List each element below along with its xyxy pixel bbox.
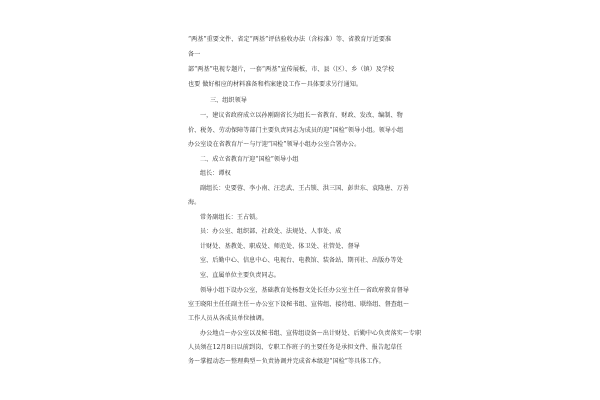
body-line: 办公室设在省教育厅～与厅迎“国检”领导小组办公室合署办公。 <box>188 141 361 148</box>
body-line: 备一 <box>188 51 201 58</box>
body-line: 也要 做好相应的材料准备和档案建设工作～具体要求另行通知。 <box>188 81 363 88</box>
section-heading: 二、成立省教育厅迎“国检”领导小组 <box>200 156 299 163</box>
body-line: 工作人员从各成员单位抽调。 <box>188 315 268 322</box>
body-line: 一，建议省政府成立以孙刚副省长为组长～省教育、财政、发改、编制、物 <box>200 112 403 119</box>
body-line: 常务副组长：王占锁。 <box>200 214 262 221</box>
body-line: 副组长：史要蓉、李小南、汪忠武、王占锁、洪三国、彭世东、袁隆唐、万善 <box>200 185 409 192</box>
body-line: 室、直属单位主要负责同志。 <box>200 272 280 279</box>
body-line: 部“两基”电视专题片，一套“两基”宣传展板，市、县（区）、乡（镇）及学校 <box>188 66 395 73</box>
body-line: 计财处、基教处、职成处、师范处、体卫处、社管处、督导 <box>200 243 360 250</box>
body-line: 室王晓阳主任任副主任～办公室下设秘书组、宣传组、接待组、联络组、督查组～ <box>188 301 410 308</box>
body-line: 员：办公室、组织部、社政处、法规处、人事处、成 <box>200 228 342 235</box>
body-line: 组长：谭权 <box>200 170 231 177</box>
body-line: 室、后勤中心、信息中心、电视台、电教馆、装备站、期刊社、出版办等处 <box>200 257 403 264</box>
body-line: 海。 <box>188 199 201 206</box>
body-line: 领导小组下设办公室，基础教育处杨磐文处长任办公室主任～省政府教育督导 <box>200 287 409 294</box>
body-line: 价、税务、劳动保障等部门主要负责同志为成员的迎“国检”领导小组。领导小组 <box>188 127 404 134</box>
body-line: 办公地点～办公室以及秘书组、宣传组设备～出计财处、后勤中心负责落实～专职 <box>200 330 422 337</box>
body-line: “两基”重要文件、省定“两基”评估验收办法（含标准）等、省教育厅近要准 <box>188 36 392 43</box>
section-heading: 三、组织领导 <box>210 97 247 104</box>
body-line: 人员须在12月8日以前到岗、专职工作班子的主要任务是承担文件、报告起草任 <box>188 344 403 351</box>
body-line: 务～掌握动态～整理典型～负责协调并完成省本级迎“国检”等具体工作。 <box>188 358 385 365</box>
